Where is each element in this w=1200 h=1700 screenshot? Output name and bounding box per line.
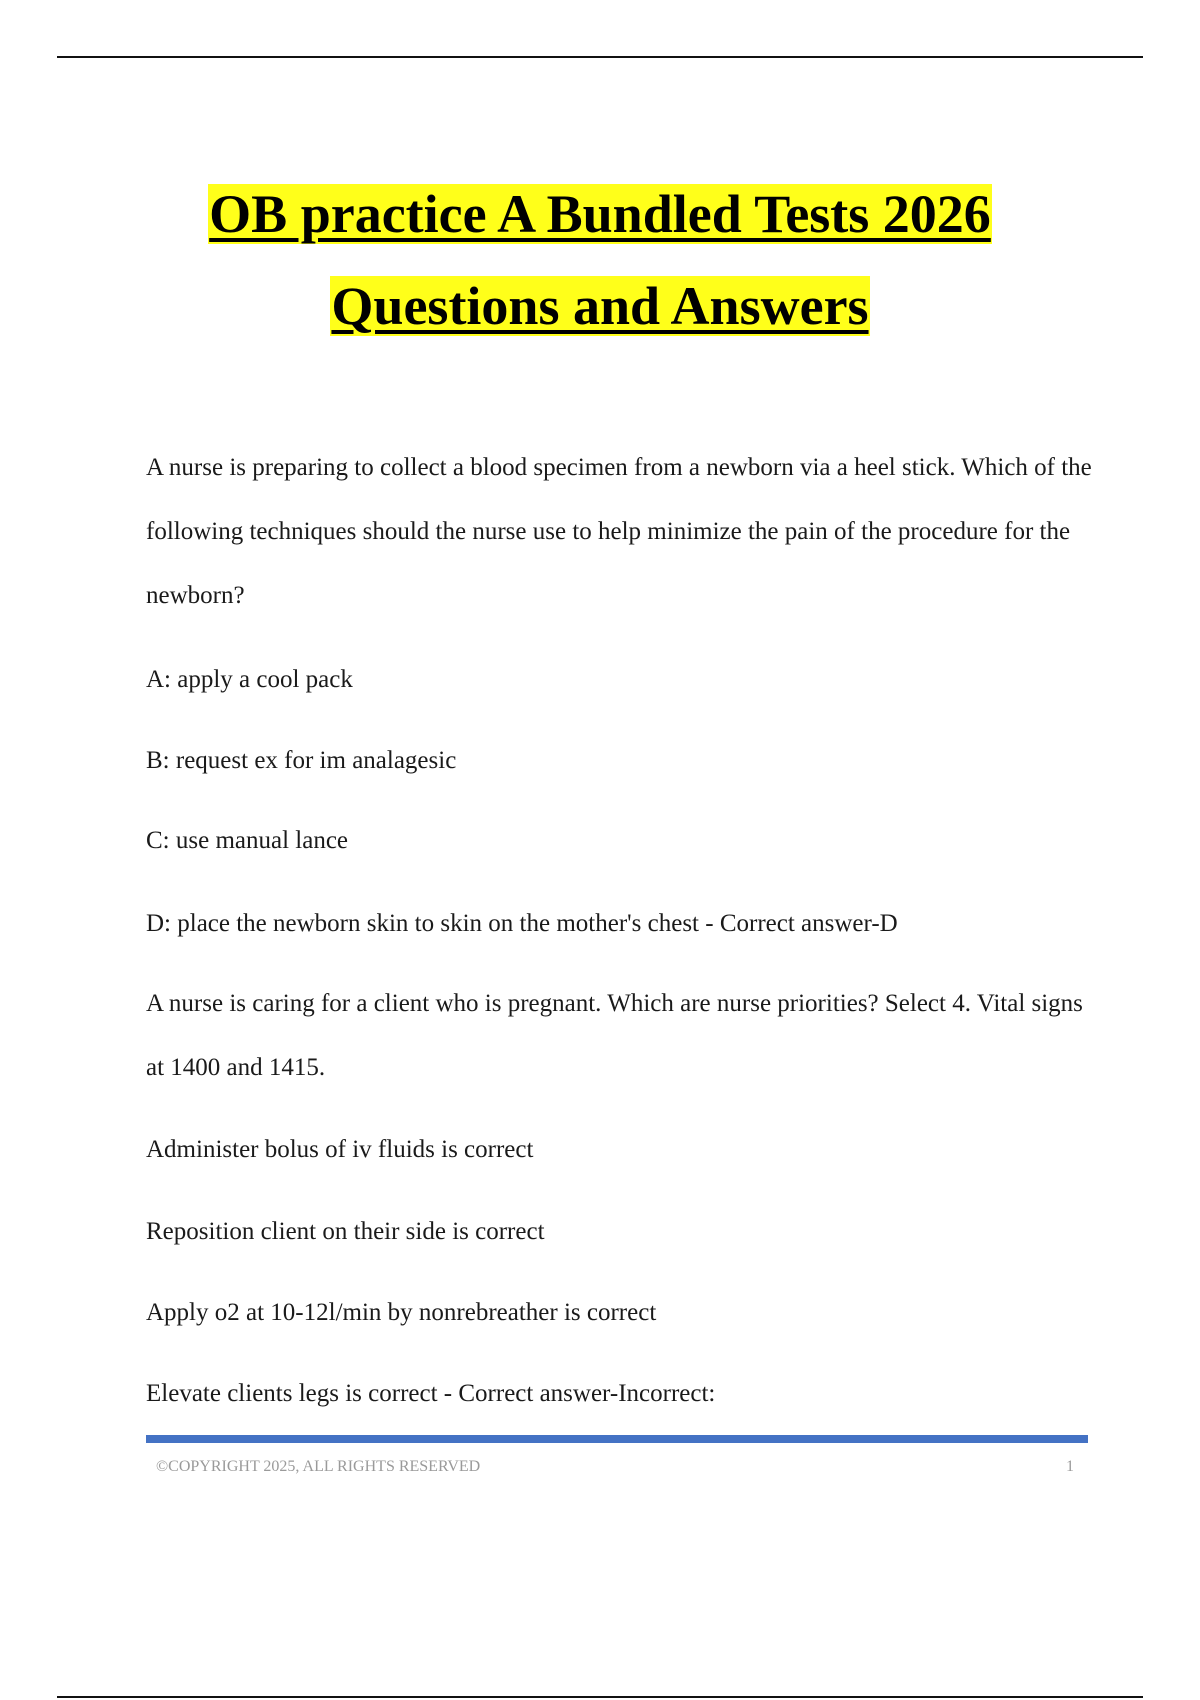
footer-copyright: ©COPYRIGHT 2025, ALL RIGHTS RESERVED bbox=[156, 1458, 481, 1475]
question-2-item-1: Administer bolus of iv fluids is correct bbox=[146, 1136, 534, 1163]
question-2-item-2: Reposition client on their side is correct bbox=[146, 1218, 545, 1245]
question-2-stem: A nurse is caring for a client who is pregnant. Which are nurse priorities? Select 4. Vital signs at 1400 and 1415. bbox=[146, 990, 1083, 1081]
title-line-2 bbox=[0, 260, 1200, 352]
title-text-2: Questions and Answers bbox=[331, 276, 869, 336]
page-number: 1 bbox=[1066, 1458, 1074, 1475]
title-line-1 bbox=[0, 168, 1200, 260]
footer-divider bbox=[146, 1435, 1088, 1443]
bottom-rule bbox=[57, 1696, 1143, 1698]
question-1-option-d: D: place the newborn skin to skin on the mother's chest - Correct answer-D bbox=[146, 910, 898, 937]
question-2-item-3: Apply o2 at 10-12l/min by nonrebreather is correct bbox=[146, 1299, 657, 1326]
title-text-1: OB practice A Bundled Tests 2026 bbox=[209, 184, 991, 244]
question-1-option-c: C: use manual lance bbox=[146, 827, 349, 854]
document-title bbox=[0, 168, 1200, 352]
question-2-item-4: Elevate clients legs is correct - Correct answer-Incorrect: bbox=[146, 1380, 716, 1407]
question-1-stem: A nurse is preparing to collect a blood specimen from a newborn via a heel stick. Which of the following techniques should the nurse use to help minimize the pain of the procedure for the newborn? bbox=[146, 454, 1092, 609]
top-rule bbox=[57, 56, 1143, 58]
question-1-option-a: A: apply a cool pack bbox=[146, 666, 353, 693]
question-1-option-b: B: request ex for im analagesic bbox=[146, 747, 457, 774]
